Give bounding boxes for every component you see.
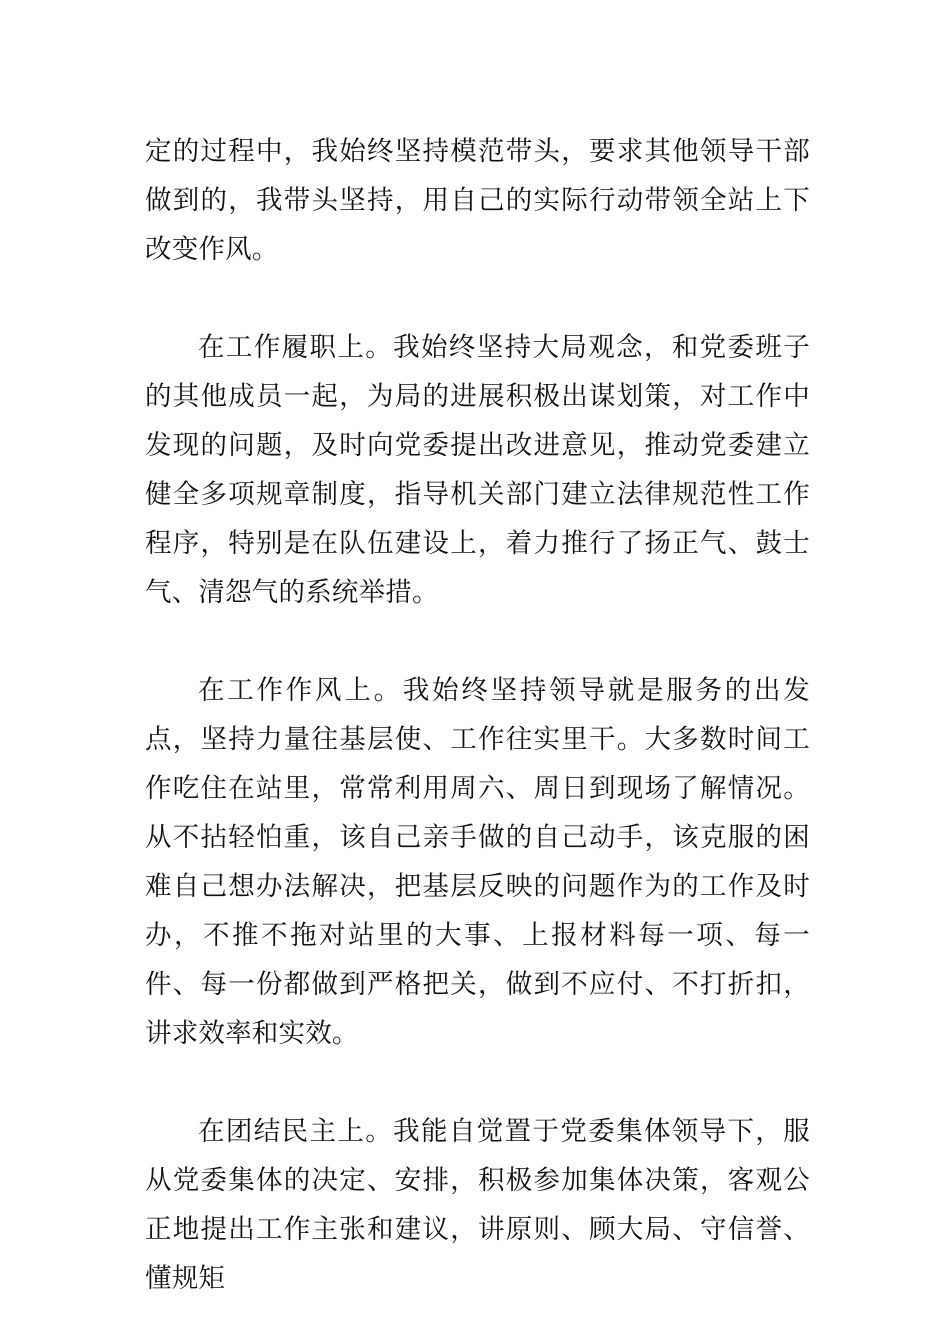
paragraph-4: 在团结民主上。我能自觉置于党委集体领导下，服从党委集体的决定、安排，积极参加集体决策，客观公正地提出工作主张和建议，讲原则、顾大局、守信誉、懂规矩: [145, 1116, 810, 1294]
paragraph-1: 定的过程中，我始终坚持模范带头，要求其他领导干部做到的，我带头坚持，用自己的实际行动带领全站上下改变作风。: [145, 136, 810, 265]
document-body: [145, 127, 810, 1303]
paragraph-2: 在工作履职上。我始终坚持大局观念，和党委班子的其他成员一起，为局的进展积极出谋划策，对工作中发现的问题，及时向党委提出改进意见，推动党委建立健全多项规章制度，指导机关部门建立法律规范性工作程序，特别是在队伍建设上，着力推行了扬正气、鼓士气、清怨气的系统举措。: [145, 332, 810, 608]
paragraph-3: 在工作作风上。我始终坚持领导就是服务的出发点，坚持力量往基层使、工作往实里干。大多数时间工作吃住在站里，常常利用周六、周日到现场了解情况。从不拈轻怕重，该自己亲手做的自己动手，该克服的困难自己想办法解决，把基层反映的问题作为的工作及时办，不推不拖对站里的大事、上报材料每一项、每一件、每一份都做到严格把关，做到不应付、不打折扣，讲求效率和实效。: [145, 675, 810, 1049]
